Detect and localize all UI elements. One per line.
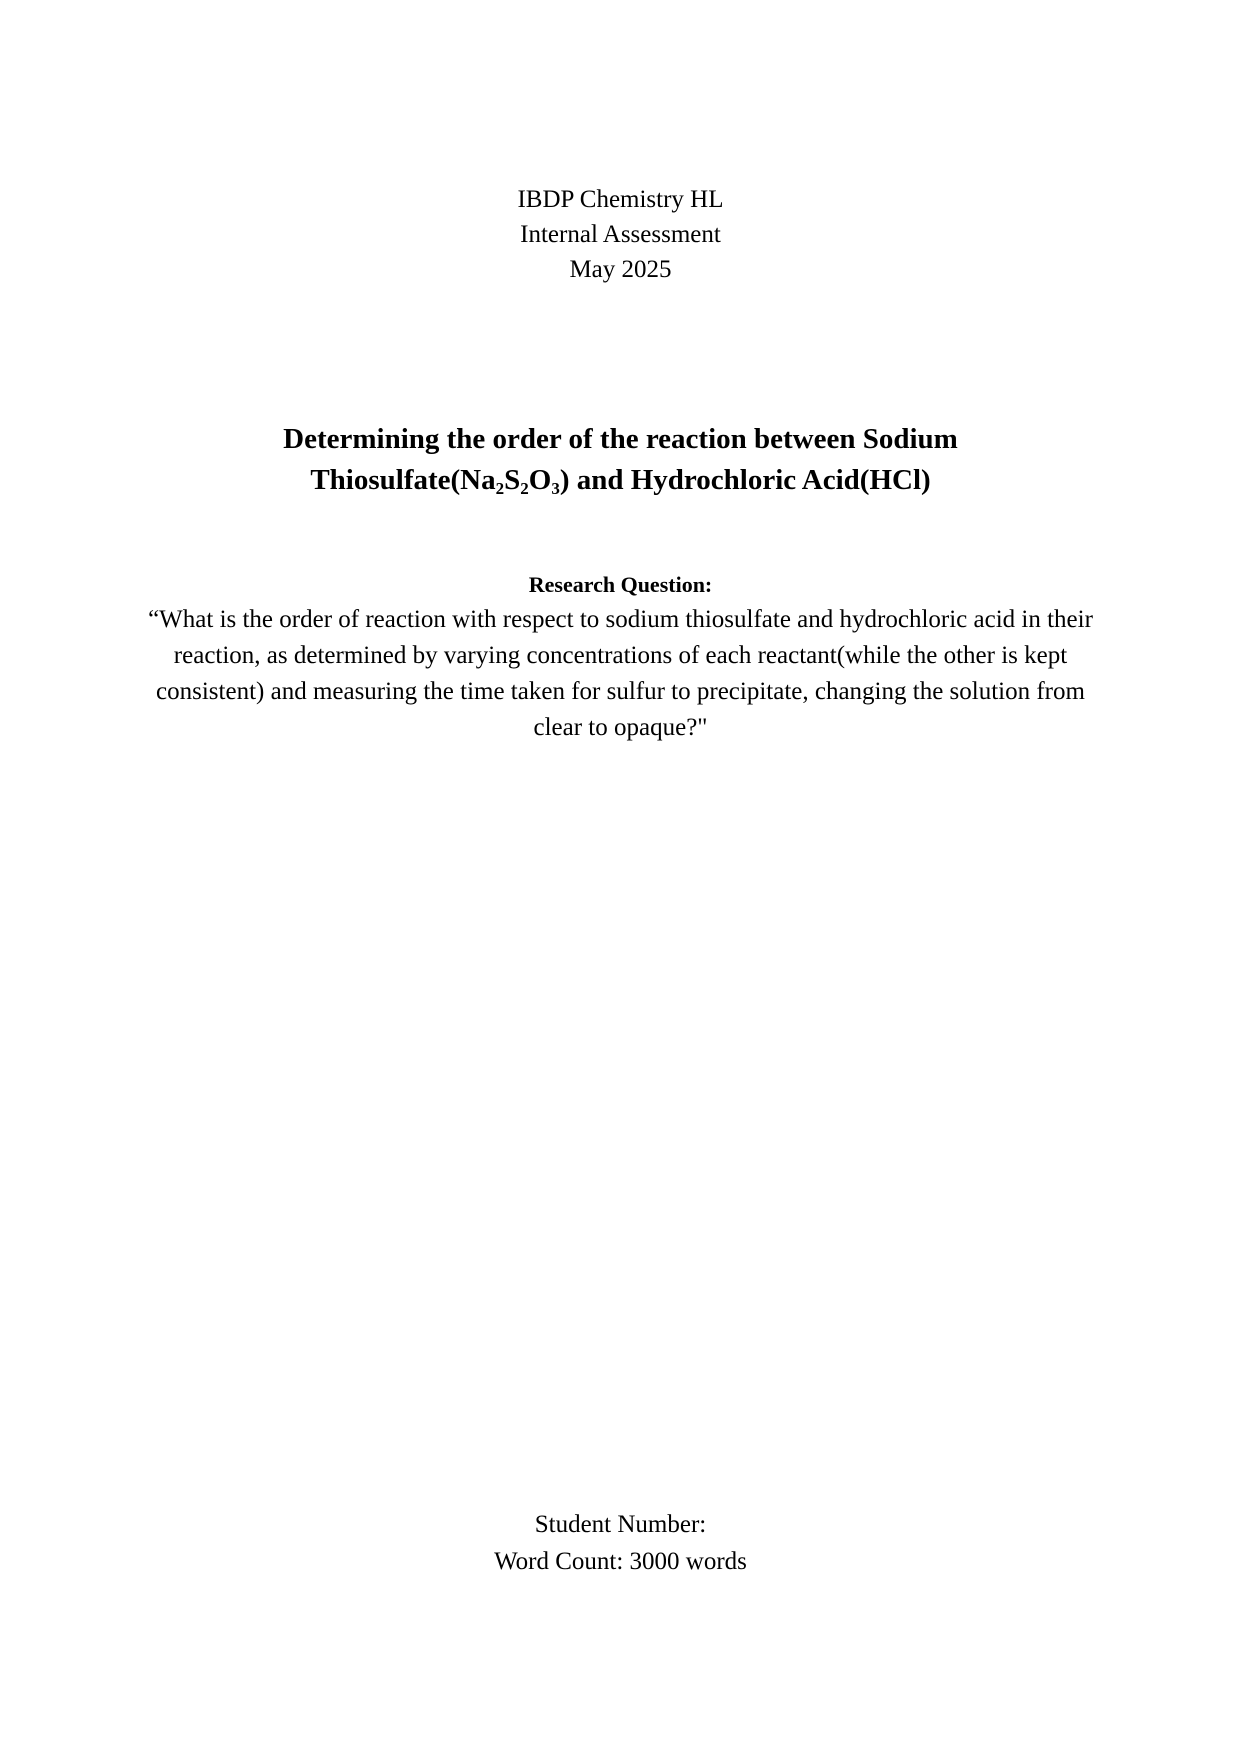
word-count: Word Count: 3000 words	[494, 1548, 747, 1575]
title-line-2	[0, 460, 1241, 501]
subscript: 3	[551, 479, 560, 498]
research-question-heading: Research Question:	[528, 572, 713, 597]
title-text: S	[504, 464, 521, 496]
session-date: May 2025	[569, 256, 672, 283]
title-text: ) and Hydrochloric Acid(HCl)	[559, 464, 931, 496]
subscript: 2	[520, 479, 529, 498]
student-number: Student Number:	[534, 1511, 707, 1538]
title-text: Thiosulfate(Na	[310, 464, 496, 496]
cover-footer	[0, 1506, 1241, 1580]
document-title	[0, 419, 1241, 501]
research-question-text: “What is the order of reaction with respect to sodium thiosulfate and hydrochloric acid in their reaction, as determined by varying concentrations of each reactant(while the other is kept consistent) and measuring the time taken for sulfur to precipitate, changing the solution from clear to opaque?"	[148, 606, 1093, 741]
title-text: O	[528, 464, 552, 496]
assessment-type: Internal Assessment	[520, 221, 721, 248]
title-line-1: Determining the order of the reaction between Sodium	[283, 423, 958, 455]
course-header	[0, 182, 1241, 287]
course-name: IBDP Chemistry HL	[517, 186, 724, 213]
subscript: 2	[495, 479, 505, 498]
